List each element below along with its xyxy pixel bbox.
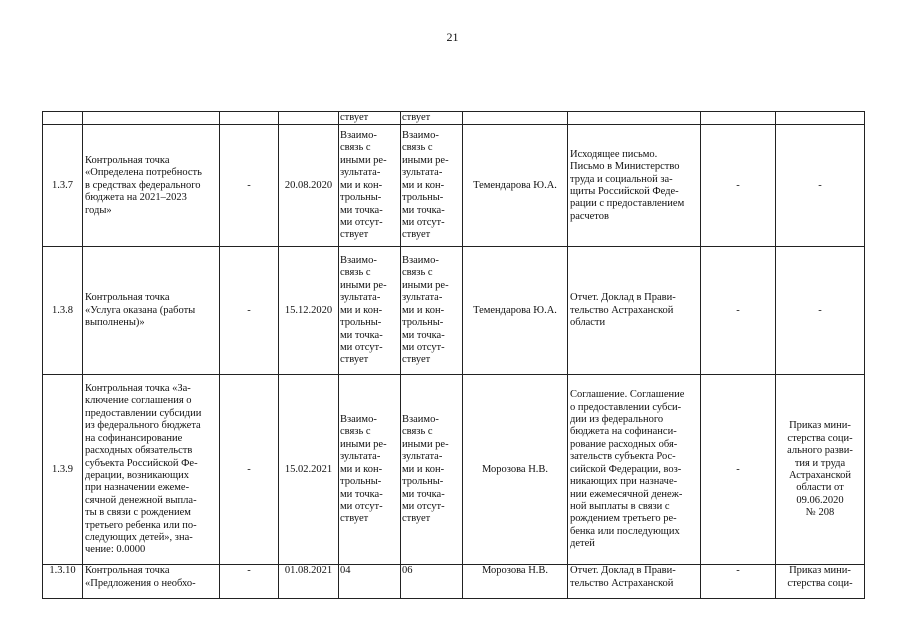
- cell-note-line: -: [818, 179, 822, 191]
- cell-note: [776, 112, 865, 125]
- cell-responsible: Морозова Н.В.: [463, 565, 568, 599]
- cell-name-line: предоставлении субсидии: [85, 407, 202, 419]
- cell-start: -: [220, 125, 279, 247]
- cell-prev-line: трольны-: [340, 192, 382, 204]
- cell-document-line: зательств субъекта Рос-: [570, 451, 676, 463]
- cell-prev: [339, 375, 401, 565]
- cell-name-line: ключение соглашения о: [85, 395, 192, 407]
- cell-prev-line: ми и кон-: [340, 179, 383, 191]
- cell-document-line: тельство Астраханской: [570, 577, 674, 589]
- cell-name-line: «Предложения о необхо-: [85, 577, 196, 589]
- cell-level: -: [701, 565, 776, 599]
- cell-note: [776, 565, 865, 599]
- cell-name: [83, 247, 220, 375]
- cell-next-line: трольны-: [402, 192, 444, 204]
- control-points-table: [42, 111, 865, 599]
- cell-next-line: ми отсут-: [402, 216, 445, 228]
- cell-name-line: «Определена потребность: [85, 167, 202, 179]
- cell-prev-line: иными ре-: [340, 154, 387, 166]
- cell-note-line: области от: [796, 482, 844, 494]
- cell-start: [220, 112, 279, 125]
- cell-name-line: расходных обязательств: [85, 445, 193, 457]
- cell-document-line: области: [570, 317, 606, 329]
- cell-prev-line: связь с: [340, 426, 371, 438]
- cell-note-line: ального разви-: [787, 445, 853, 457]
- cell-document-line: никающих при назначе-: [570, 476, 678, 488]
- cell-name-line: дерации, возникающих: [85, 469, 189, 481]
- cell-name: [83, 375, 220, 565]
- cell-note-line: Приказ мини-: [789, 565, 851, 577]
- cell-note-line: Астраханской: [788, 469, 852, 481]
- cell-next-line: ствует: [402, 354, 431, 366]
- cell-name: [83, 125, 220, 247]
- cell-name-line: выполнены)»: [85, 317, 145, 329]
- cell-next-line: Взаимо-: [402, 255, 439, 267]
- cell-name-line: бюджета на 2021–2023: [85, 192, 187, 204]
- cell-responsible: [463, 112, 568, 125]
- cell-note-line: 09.06.2020: [796, 494, 844, 506]
- cell-num: 1.3.9: [43, 375, 83, 565]
- table-row: [43, 125, 865, 247]
- cell-name: [83, 112, 220, 125]
- cell-note-line: Приказ мини-: [789, 420, 851, 432]
- cell-name-line: субъекта Российской Фе-: [85, 457, 198, 469]
- page-number: 21: [446, 30, 459, 44]
- cell-next-line: ми и кон-: [402, 179, 445, 191]
- cell-prev-line: связь с: [340, 267, 371, 279]
- cell-next: ствует: [401, 112, 463, 125]
- cell-next-line: ми точка-: [402, 488, 445, 500]
- cell-name-line: при назначении ежеме-: [85, 482, 190, 494]
- cell-prev: [339, 565, 401, 599]
- cell-prev-line: ми отсут-: [340, 216, 383, 228]
- cell-next-line: ствует: [402, 229, 431, 241]
- cell-prev-line: иными ре-: [340, 279, 387, 291]
- cell-prev-line: Взаимо-: [340, 255, 377, 267]
- cell-name-line: из федерального бюджета: [85, 420, 201, 432]
- cell-level: -: [701, 375, 776, 565]
- cell-next-line: связь с: [402, 142, 433, 154]
- cell-name-line: следующих детей», зна-: [85, 531, 193, 543]
- cell-document: [568, 565, 701, 599]
- table-row-continuation: [43, 112, 865, 125]
- cell-prev: ствует: [339, 112, 401, 125]
- cell-note-line: тия и труда: [794, 457, 846, 469]
- cell-prev: [339, 247, 401, 375]
- cell-document-line: труда и социальной за-: [570, 173, 673, 185]
- cell-note: [776, 125, 865, 247]
- cell-responsible: Темендарова Ю.А.: [463, 125, 568, 247]
- cell-responsible: Темендарова Ю.А.: [463, 247, 568, 375]
- cell-name-line: третьего ребенка или по-: [85, 519, 197, 531]
- cell-next-line: трольны-: [402, 476, 444, 488]
- cell-document-line: дии из федерального: [570, 414, 664, 426]
- cell-name-line: Контрольная точка: [85, 565, 170, 577]
- cell-document-line: Исходящее письмо.: [570, 148, 658, 160]
- cell-next: [401, 247, 463, 375]
- cell-name-line: ты в связи с рождением: [85, 507, 191, 519]
- cell-prev-line: Взаимо-: [340, 130, 377, 142]
- cell-next-line: Взаимо-: [402, 414, 439, 426]
- cell-prev-line: зультата-: [340, 167, 381, 179]
- cell-document-line: ной выплаты в связи с: [570, 500, 670, 512]
- cell-level: [701, 112, 776, 125]
- table-row: [43, 565, 865, 599]
- cell-next-line: зультата-: [402, 451, 443, 463]
- cell-document-line: бюджета на софинанси-: [570, 426, 677, 438]
- cell-next-line: трольны-: [402, 317, 444, 329]
- cell-document-line: тельство Астраханской: [570, 304, 674, 316]
- cell-note-line: -: [818, 304, 822, 316]
- cell-level: -: [701, 125, 776, 247]
- cell-document-line: Отчет. Доклад в Прави-: [570, 292, 676, 304]
- cell-name-line: годы»: [85, 204, 112, 216]
- cell-prev-line: ми отсут-: [340, 341, 383, 353]
- cell-num: 1.3.7: [43, 125, 83, 247]
- cell-document: [568, 125, 701, 247]
- cell-start: -: [220, 247, 279, 375]
- cell-note-line: стерства соци-: [787, 432, 853, 444]
- cell-document-line: рование расходных обя-: [570, 438, 678, 450]
- cell-next-line: ми отсут-: [402, 341, 445, 353]
- cell-prev-line: ми и кон-: [340, 304, 383, 316]
- cell-document-line: о предоставлении субси-: [570, 401, 682, 413]
- cell-next: [401, 375, 463, 565]
- cell-prev: [339, 125, 401, 247]
- cell-name-line: Контрольная точка «За-: [85, 383, 191, 395]
- cell-note: [776, 375, 865, 565]
- cell-document-line: нии ежемесячной денеж-: [570, 488, 683, 500]
- cell-next-line: ми и кон-: [402, 304, 445, 316]
- cell-prev-line: ми и кон-: [340, 463, 383, 475]
- cell-next-line: Взаимо-: [402, 130, 439, 142]
- cell-document-line: детей: [570, 538, 595, 550]
- cell-next-line: связь с: [402, 426, 433, 438]
- cell-prev-line: Взаимо-: [340, 414, 377, 426]
- cell-prev-line: трольны-: [340, 476, 382, 488]
- cell-name: [83, 565, 220, 599]
- cell-level: -: [701, 247, 776, 375]
- cell-next-line: ми и кон-: [402, 463, 445, 475]
- cell-note-line: № 208: [805, 507, 835, 519]
- cell-end: 15.12.2020: [279, 247, 339, 375]
- cell-next: [401, 565, 463, 599]
- cell-document-line: рации с предоставлением: [570, 198, 685, 210]
- cell-name-line: в средствах федерального: [85, 179, 201, 191]
- cell-prev-line: 04: [340, 565, 351, 577]
- cell-prev-line: ми точка-: [340, 488, 383, 500]
- cell-next: [401, 125, 463, 247]
- cell-document: [568, 375, 701, 565]
- cell-prev-line: иными ре-: [340, 438, 387, 450]
- table-row: [43, 375, 865, 565]
- cell-prev-line: ствует: [340, 354, 369, 366]
- cell-document-line: расчетов: [570, 210, 609, 222]
- cell-name-line: Контрольная точка: [85, 154, 170, 166]
- cell-note-line: стерства соци-: [787, 577, 853, 589]
- cell-prev-line: ствует: [340, 229, 369, 241]
- cell-prev-line: ми отсут-: [340, 500, 383, 512]
- cell-name-line: чение: 0.0000: [85, 544, 146, 556]
- cell-next-line: связь с: [402, 267, 433, 279]
- cell-note: [776, 247, 865, 375]
- cell-next-line: иными ре-: [402, 154, 449, 166]
- cell-document-line: Письмо в Министерство: [570, 161, 680, 173]
- cell-document: [568, 112, 701, 125]
- cell-name-line: сячной денежной выпла-: [85, 494, 197, 506]
- cell-prev-line: ми точка-: [340, 204, 383, 216]
- cell-num: 1.3.10: [43, 565, 83, 599]
- cell-next-line: зультата-: [402, 292, 443, 304]
- cell-document-line: бенка или последующих: [570, 525, 680, 537]
- cell-next-line: зультата-: [402, 167, 443, 179]
- cell-next-line: ми отсут-: [402, 500, 445, 512]
- table-row: [43, 247, 865, 375]
- cell-prev-line: зультата-: [340, 292, 381, 304]
- cell-prev-line: ми точка-: [340, 329, 383, 341]
- cell-document-line: Отчет. Доклад в Прави-: [570, 565, 676, 577]
- cell-prev-line: зультата-: [340, 451, 381, 463]
- cell-prev-line: ствует: [340, 513, 369, 525]
- cell-end: [279, 112, 339, 125]
- cell-document-line: рождением третьего ре-: [570, 513, 677, 525]
- cell-responsible: Морозова Н.В.: [463, 375, 568, 565]
- cell-document-line: сийской Федерации, воз-: [570, 463, 682, 475]
- cell-document-line: щиты Российской Феде-: [570, 185, 679, 197]
- cell-num: 1.3.8: [43, 247, 83, 375]
- cell-name-line: на софинансирование: [85, 432, 183, 444]
- cell-next-line: иными ре-: [402, 279, 449, 291]
- cell-end: 20.08.2020: [279, 125, 339, 247]
- cell-end: 01.08.2021: [279, 565, 339, 599]
- cell-name-line: «Услуга оказана (работы: [85, 304, 196, 316]
- cell-next-line: ствует: [402, 513, 431, 525]
- cell-prev-line: связь с: [340, 142, 371, 154]
- cell-next-line: 06: [402, 565, 413, 577]
- cell-prev-line: трольны-: [340, 317, 382, 329]
- cell-document-line: Соглашение. Соглашение: [570, 389, 685, 401]
- cell-next-line: иными ре-: [402, 438, 449, 450]
- cell-start: -: [220, 375, 279, 565]
- cell-document: [568, 247, 701, 375]
- cell-start: -: [220, 565, 279, 599]
- cell-next-line: ми точка-: [402, 329, 445, 341]
- cell-name-line: Контрольная точка: [85, 292, 170, 304]
- cell-next-line: ми точка-: [402, 204, 445, 216]
- cell-num: [43, 112, 83, 125]
- cell-end: 15.02.2021: [279, 375, 339, 565]
